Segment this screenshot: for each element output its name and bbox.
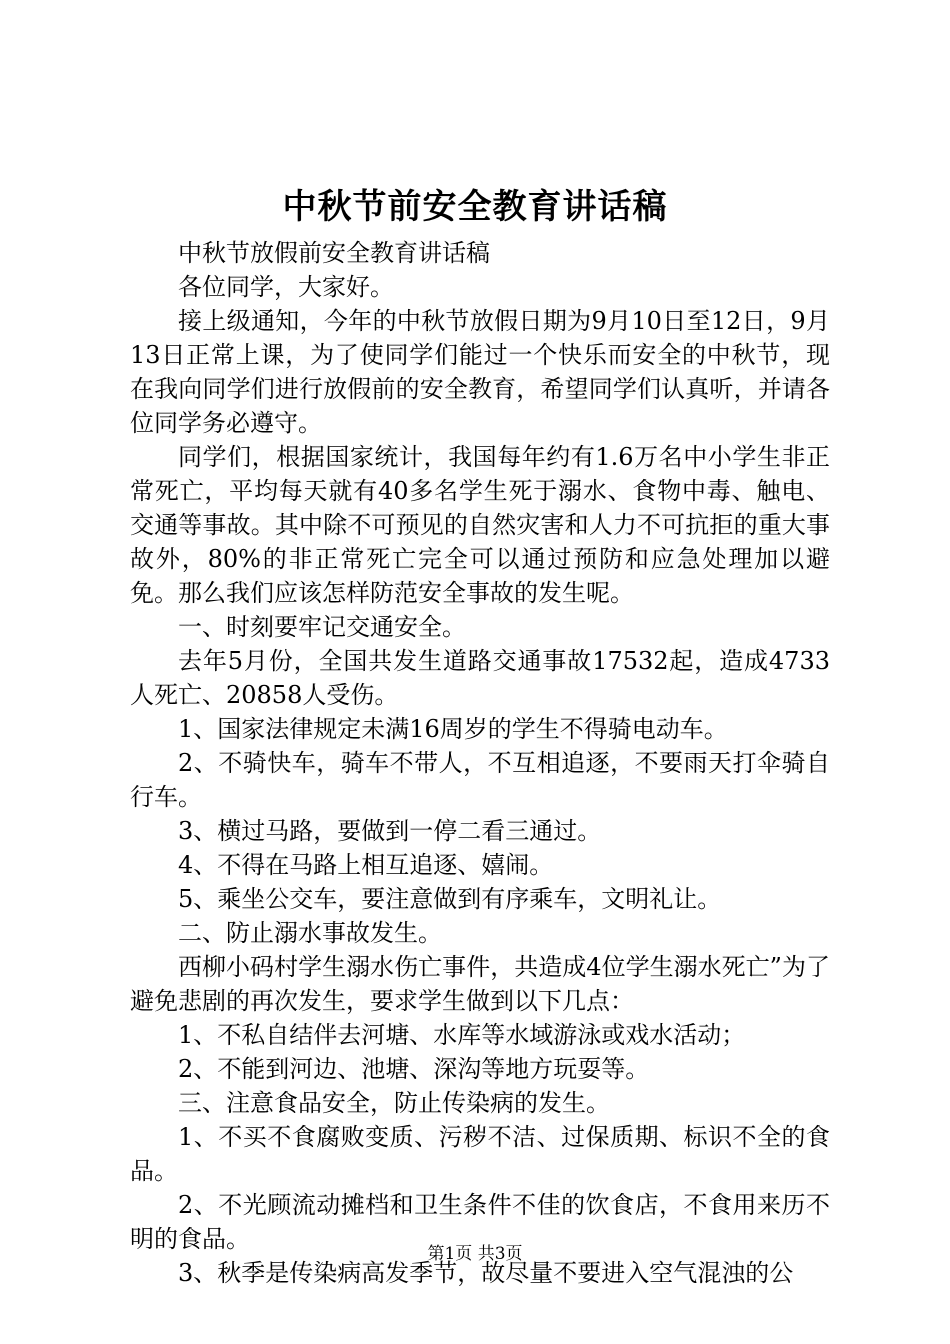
list-item: 2、不能到河边、池塘、深沟等地方玩耍等。	[178, 1055, 650, 1083]
list-item: 5、乘坐公交车，要注意做到有序乘车，文明礼让。	[178, 885, 722, 913]
list-item: 2、不光顾流动摊档和卫生条件不佳的饮食店，不食用来历不明的食品。	[130, 1191, 830, 1253]
paragraph: 接上级通知，今年的中秋节放假日期为9月10日至12日，9月13日正常上课，为了使同学们能过一个快乐而安全的中秋节，现在我向同学们进行放假前的安全教育，希望同学们认真听，并请各位同学务必遵守。	[130, 307, 830, 437]
document-body	[130, 236, 830, 1290]
list-item: 4、不得在马路上相互追逐、嬉闹。	[178, 851, 554, 879]
paragraph: 各位同学，大家好。	[178, 273, 394, 301]
section-heading: 三、注意食品安全，防止传染病的发生。	[178, 1089, 610, 1117]
paragraph: 西柳小码村学生溺水伤亡事件，共造成4位学生溺水死亡”为了避免悲剧的再次发生，要求学生做到以下几点：	[130, 953, 830, 1015]
list-item: 1、国家法律规定未满16周岁的学生不得骑电动车。	[178, 715, 728, 743]
paragraph: 同学们，根据国家统计，我国每年约有1.6万名中小学生非正常死亡，平均每天就有40多名学生死于溺水、食物中毒、触电、交通等事故。其中除不可预见的自然灾害和人力不可抗拒的重大事故外，80%的非正常死亡完全可以通过预防和应急处理加以避免。那么我们应该怎样防范安全事故的发生呢。	[130, 443, 830, 607]
section-heading: 一、时刻要牢记交通安全。	[178, 613, 466, 641]
paragraph: 去年5月份，全国共发生道路交通事故17532起，造成4733人死亡、20858人受伤。	[130, 647, 830, 709]
paragraph: 中秋节放假前安全教育讲话稿	[178, 239, 490, 267]
list-item: 3、秋季是传染病高发季节，故尽量不要进入空气混浊的公	[178, 1259, 794, 1287]
list-item: 1、不私自结伴去河塘、水库等水域游泳或戏水活动；	[178, 1021, 746, 1049]
list-item: 2、不骑快车，骑车不带人，不互相追逐，不要雨天打伞骑自行车。	[130, 749, 830, 811]
section-heading: 二、防止溺水事故发生。	[178, 919, 442, 947]
page-footer: 第1页 共3页	[427, 1244, 523, 1264]
list-item: 1、不买不食腐败变质、污秽不洁、过保质期、标识不全的食品。	[130, 1123, 830, 1185]
list-item: 3、横过马路，要做到一停二看三通过。	[178, 817, 602, 845]
document-title: 中秋节前安全教育讲话稿	[282, 187, 668, 227]
